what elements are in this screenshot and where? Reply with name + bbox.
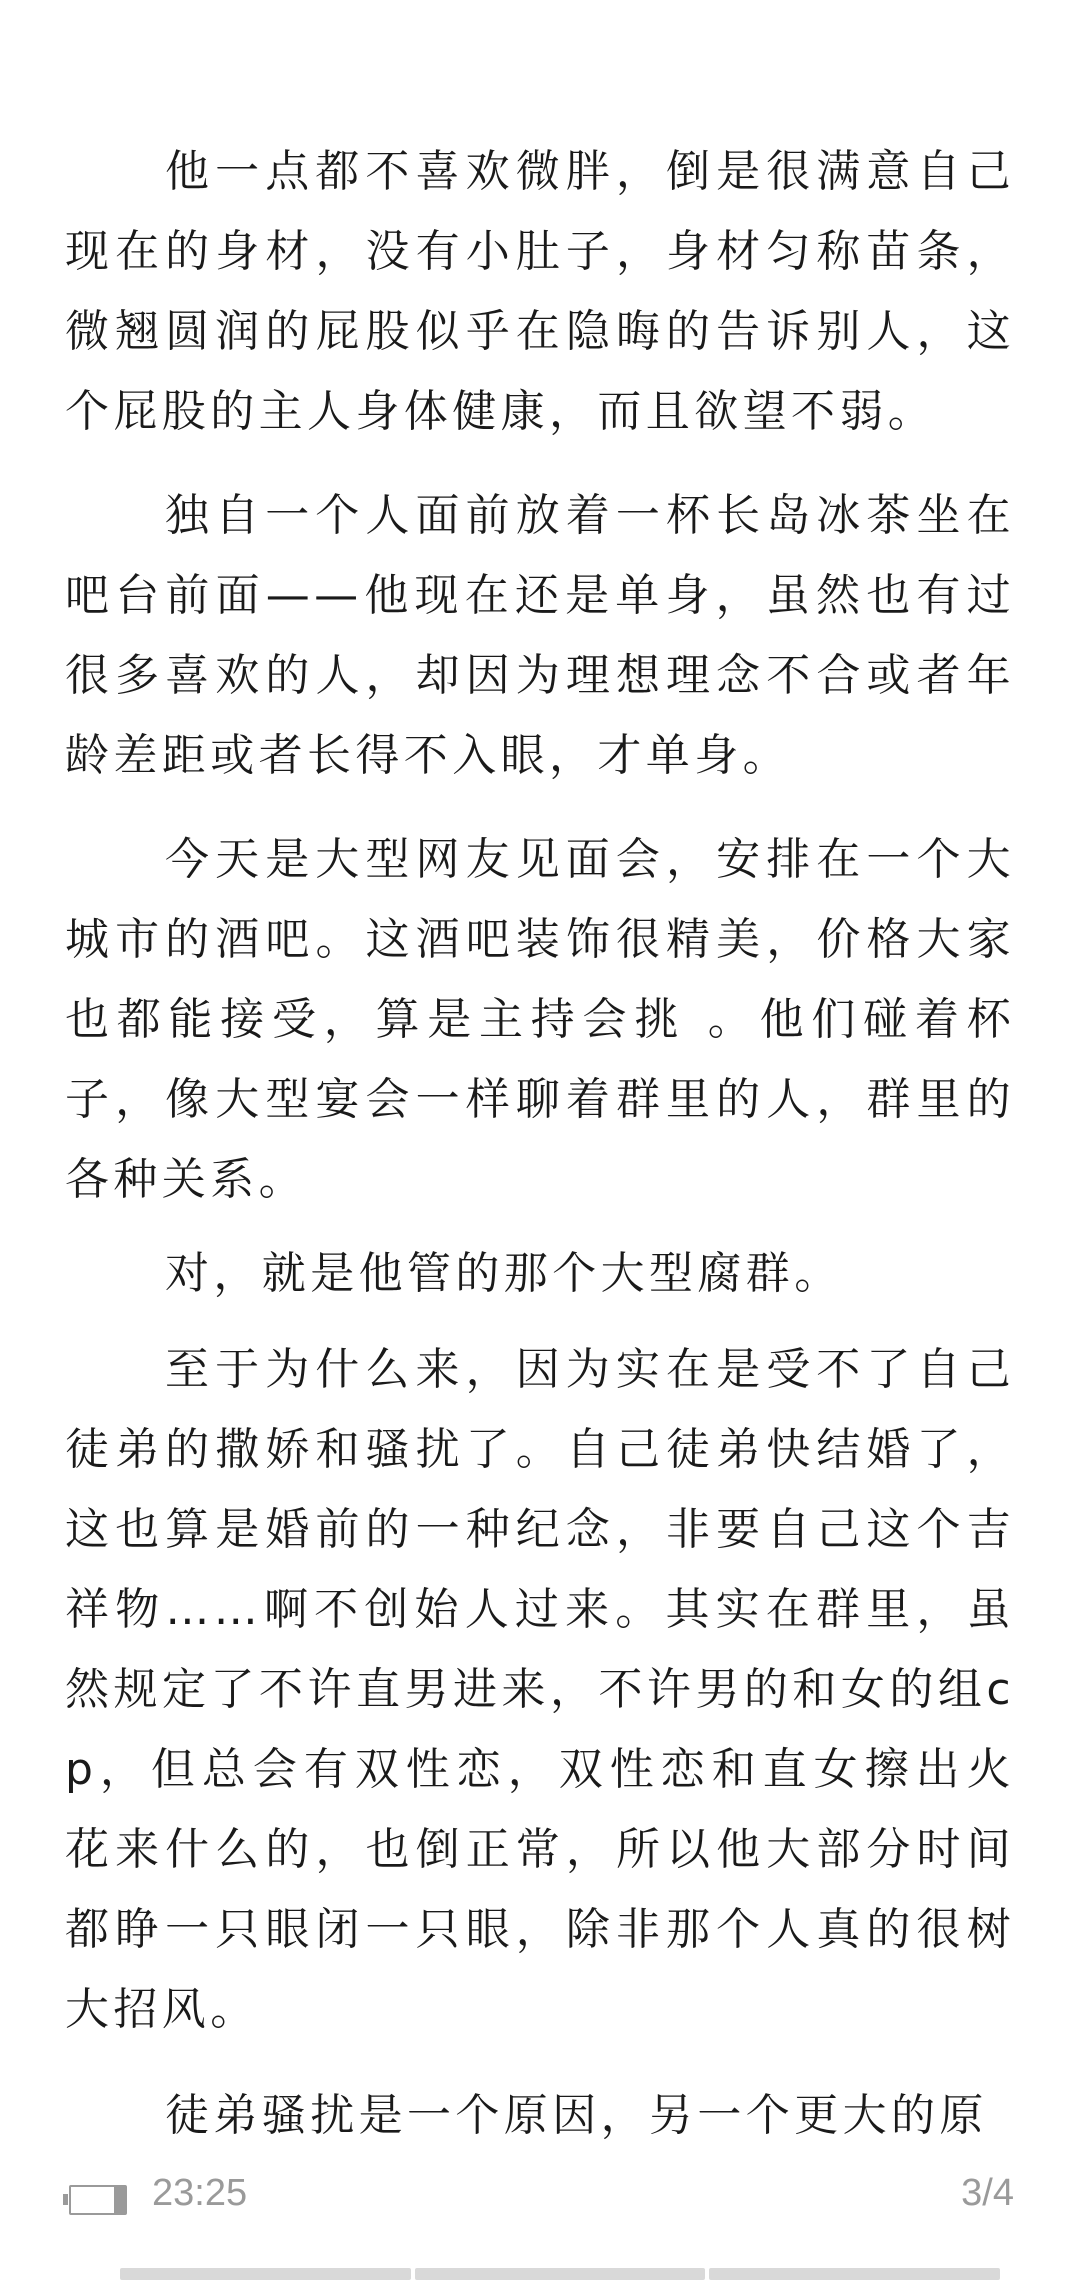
clock-time: 23:25 [152,2172,248,2214]
battery-level [114,2187,125,2213]
paragraph-3: 今天是大型网友见面会，安排在一个大城市的酒吧。这酒吧装饰很精美，价格大家也都能接受，算是主持会挑 。他们碰着杯子，像大型宴会一样聊着群里的人，群里的各种关系。 [65,834,1015,1205]
paragraph-1: 他一点都不喜欢微胖，倒是很满意自己现在的身材，没有小肚子，身材匀称苗条，微翘圆润的屁股似乎在隐晦的告诉别人，这个屁股的主人身体健康，而且欲望不弱。 [65,146,1015,437]
paragraph-5: 至于为什么来，因为实在是受不了自己徒弟的撒娇和骚扰了。自己徒弟快结婚了，这也算是婚前的一种纪念，非要自己这个吉祥物……啊不创始人过来。其实在群里，虽然规定了不许直男进来，不许男的和女的组cp，但总会有双性恋，双性恋和直女擦出火花来什么的，也倒正常，所以他大部分时间都睁一只眼闭一只眼，除非那个人真的很树大招风。 [65,1344,1015,2035]
reader-status-bar [0,2160,1080,2240]
battery-low-icon [63,2185,129,2215]
nav-segment[interactable] [709,2268,1000,2280]
page-indicator: 3/4 [961,2172,1014,2214]
nav-segment[interactable] [120,2268,411,2280]
paragraph-2: 独自一个人面前放着一杯长岛冰茶坐在吧台前面——他现在还是单身，虽然也有过很多喜欢的人，却因为理想理念不合或者年龄差距或者长得不入眼，才单身。 [65,490,1015,781]
system-nav-strip[interactable] [120,2268,1000,2280]
nav-segment[interactable] [415,2268,706,2280]
paragraph-4: 对，就是他管的那个大型腐群。 [165,1248,843,1299]
paragraph-6: 徒弟骚扰是一个原因，另一个更大的原 [165,2090,988,2141]
